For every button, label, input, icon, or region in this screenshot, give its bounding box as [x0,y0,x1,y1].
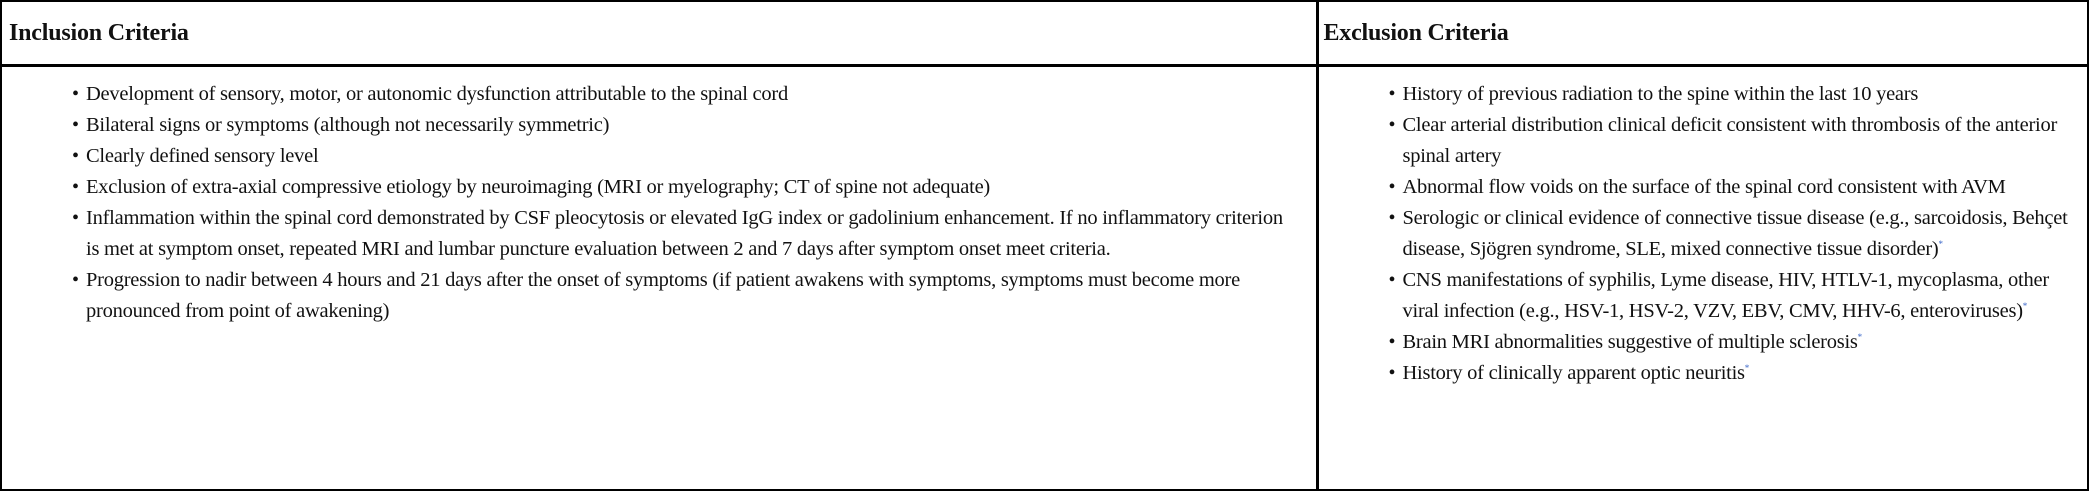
bullet-icon: • [72,145,79,167]
exclusion-item-text: Abnormal flow voids on the surface of the spinal cord consistent with AVM [1402,176,2006,198]
bullet-icon: • [72,176,79,198]
inclusion-item [2,265,1316,327]
bullet-icon: • [72,269,79,291]
footnote-mark[interactable]: * [1938,239,1943,250]
inclusion-item [2,203,1316,265]
bullet-icon: • [1388,207,1396,229]
criteria-table [2,2,2087,489]
bullet-icon: • [72,114,79,136]
bullet-icon: • [1388,362,1396,384]
exclusion-item [1319,172,2088,203]
exclusion-item [1319,203,2088,265]
exclusion-item [1319,327,2088,358]
inclusion-list [2,79,1316,327]
inclusion-item [2,172,1316,203]
exclusion-item-text: History of clinically apparent optic neuritis [1402,362,1745,384]
exclusion-item-text: Serologic or clinical evidence of connective tissue disease (e.g., sarcoidosis, Behçet disease, Sjögren syndrome, SLE, mixed connective tissue disorder) [1402,207,2068,260]
inclusion-item [2,141,1316,172]
footnote-mark[interactable]: * [1744,363,1750,374]
inclusion-item-text: Exclusion of extra-axial compressive etiology by neuroimaging (MRI or myelography; CT of spine not adequate) [86,176,990,198]
exclusion-item-text: Clear arterial distribution clinical deficit consistent with thrombosis of the anterior spinal artery [1402,114,2058,167]
footnote-mark[interactable]: * [1857,332,1862,343]
bullet-icon: • [72,207,79,229]
exclusion-cell [1317,66,2087,490]
bullet-icon: • [1388,176,1396,198]
inclusion-item-text: Bilateral signs or symptoms (although not necessarily symmetric) [86,114,610,136]
exclusion-item [1319,358,2088,389]
footnote-mark[interactable]: * [2022,301,2028,312]
inclusion-item-text: Inflammation within the spinal cord demonstrated by CSF pleocytosis or elevated IgG index or gadolinium enhancement. If no inflammatory criterion is met at symptom onset, repeated MRI and lumbar puncture evaluation between 2 and 7 days after symptom onset meet criteria. [86,207,1283,260]
inclusion-item-text: Progression to nadir between 4 hours and 21 days after the onset of symptoms (if patient awakens with symptoms, symptoms must become more pronounced from point of awakening) [86,269,1240,322]
exclusion-item [1319,265,2088,327]
bullet-icon: • [1388,114,1396,136]
inclusion-item-text: Development of sensory, motor, or autonomic dysfunction attributable to the spinal cord [86,83,788,105]
exclusion-item-text: History of previous radiation to the spine within the last 10 years [1402,83,1919,105]
exclusion-item [1319,79,2088,110]
bullet-icon: • [1388,83,1396,105]
exclusion-item-text: Brain MRI abnormalities suggestive of multiple sclerosis [1402,331,1858,353]
inclusion-header: Inclusion Criteria [2,2,1317,66]
exclusion-list [1319,79,2088,389]
header-row [2,2,2087,66]
bullet-icon: • [1388,269,1396,291]
inclusion-item [2,110,1316,141]
body-row [2,66,2087,490]
exclusion-header: Exclusion Criteria [1317,2,2087,66]
inclusion-item-text: Clearly defined sensory level [86,145,319,167]
inclusion-cell [2,66,1317,490]
exclusion-item [1319,110,2088,172]
bullet-icon: • [72,83,79,105]
exclusion-item-text: CNS manifestations of syphilis, Lyme disease, HIV, HTLV-1, mycoplasma, other viral infection (e.g., HSV-1, HSV-2, VZV, EBV, CMV, HHV-6, enteroviruses) [1402,269,2049,322]
bullet-icon: • [1388,331,1396,353]
inclusion-item [2,79,1316,110]
